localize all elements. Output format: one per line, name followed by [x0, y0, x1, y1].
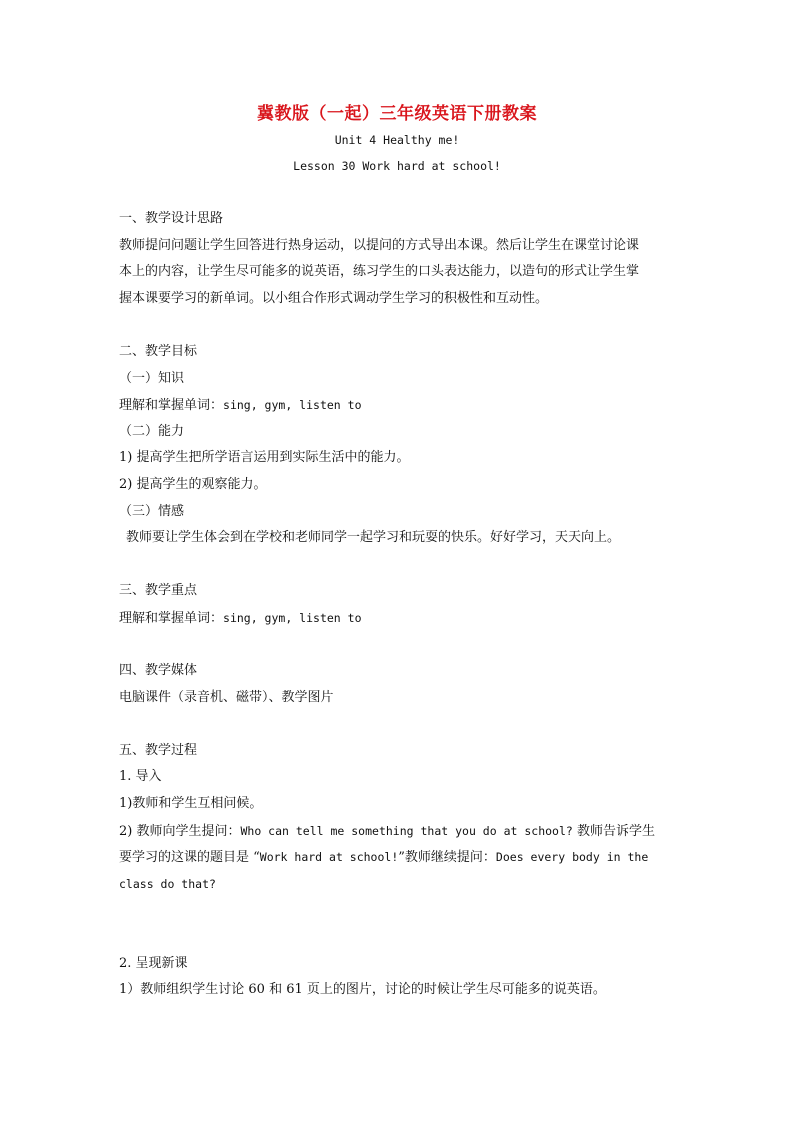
subheading-ability: （二）能力	[119, 423, 185, 439]
unit-title: Unit 4 Healthy me!	[334, 133, 460, 147]
section-heading-process: 五、教学过程	[119, 742, 198, 758]
spacer	[119, 711, 689, 738]
key-points-text-cn: 理解和掌握单词：	[119, 610, 224, 626]
knowledge-text-en: sing, gym, listen to	[223, 398, 362, 413]
step-1-item-2-a: 2) 教师向学生提问：	[119, 823, 241, 839]
step-1-item-2-line-1	[119, 818, 689, 845]
design-paragraph-line-3: 握本课要学习的新单词。以小组合作形式调动学生学习的积极性和互动性。	[119, 290, 549, 306]
emotion-text: 教师要让学生体会到在学校和老师同学一起学习和玩耍的快乐。好好学习，天天向上。	[126, 530, 621, 546]
spacer	[119, 897, 689, 924]
section-heading-design: 一、教学设计思路	[119, 211, 224, 226]
step-1-item-2-f: ”教师继续提问：	[398, 850, 496, 866]
step-1-item-2-d: 要学习的这课的题目是 “	[119, 850, 260, 866]
ability-item-2: 2) 提高学生的观察能力。	[119, 476, 267, 492]
ability-item-1: 1) 提高学生把所学语言运用到实际生活中的能力。	[119, 450, 410, 466]
section-heading-objectives: 二、教学目标	[119, 343, 198, 359]
step-1-item-2-c: 教师告诉学生	[572, 823, 655, 839]
step-2-item-1: 1）教师组织学生讨论 60 和 61 页上的图片，讨论的时候让学生尽可能多的说英语。	[119, 982, 606, 998]
spacer	[119, 924, 689, 951]
subheading-emotion: （三）情感	[119, 503, 185, 519]
step-1-item-2-line-2	[119, 844, 689, 871]
document-title: 冀教版（一起）三年级英语下册教案	[257, 104, 537, 124]
step-1-item-2-e: Work hard at school!	[259, 850, 399, 865]
step-1-item-1: 1)教师和学生互相问候。	[119, 796, 263, 812]
lesson-title: Lesson 30 Work hard at school!	[293, 159, 501, 173]
section-heading-key-points: 三、教学重点	[119, 583, 198, 599]
knowledge-text-cn: 理解和掌握单词：	[119, 398, 224, 414]
knowledge-text	[119, 392, 689, 419]
design-paragraph-line-1: 教师提问问题让学生回答进行热身运动，以提问的方式导出本课。然后让学生在课堂讨论课	[119, 237, 640, 253]
key-points-text-en: sing, gym, listen to	[223, 610, 362, 625]
subheading-knowledge: （一）知识	[119, 370, 185, 386]
document-body	[119, 206, 689, 1004]
section-heading-media: 四、教学媒体	[119, 663, 198, 679]
step-1-item-2-b: Who can tell me something that you do at school?	[240, 823, 573, 838]
step-2-heading: 2. 呈现新课	[119, 955, 188, 971]
spacer	[119, 632, 689, 659]
step-1-item-2-h: class do that?	[119, 876, 216, 891]
key-points-text	[119, 605, 689, 632]
design-paragraph-line-2: 本上的内容，让学生尽可能多的说英语，练习学生的口头表达能力，以造句的形式让学生掌	[119, 264, 640, 280]
step-1-item-2-g: Does every body in the	[495, 850, 649, 865]
media-text: 电脑课件（录音机、磁带）、教学图片	[119, 689, 334, 705]
step-1-item-2-line-3	[119, 871, 689, 898]
spacer	[119, 312, 689, 339]
spacer	[119, 552, 689, 579]
step-1-heading: 1. 导入	[119, 769, 162, 785]
